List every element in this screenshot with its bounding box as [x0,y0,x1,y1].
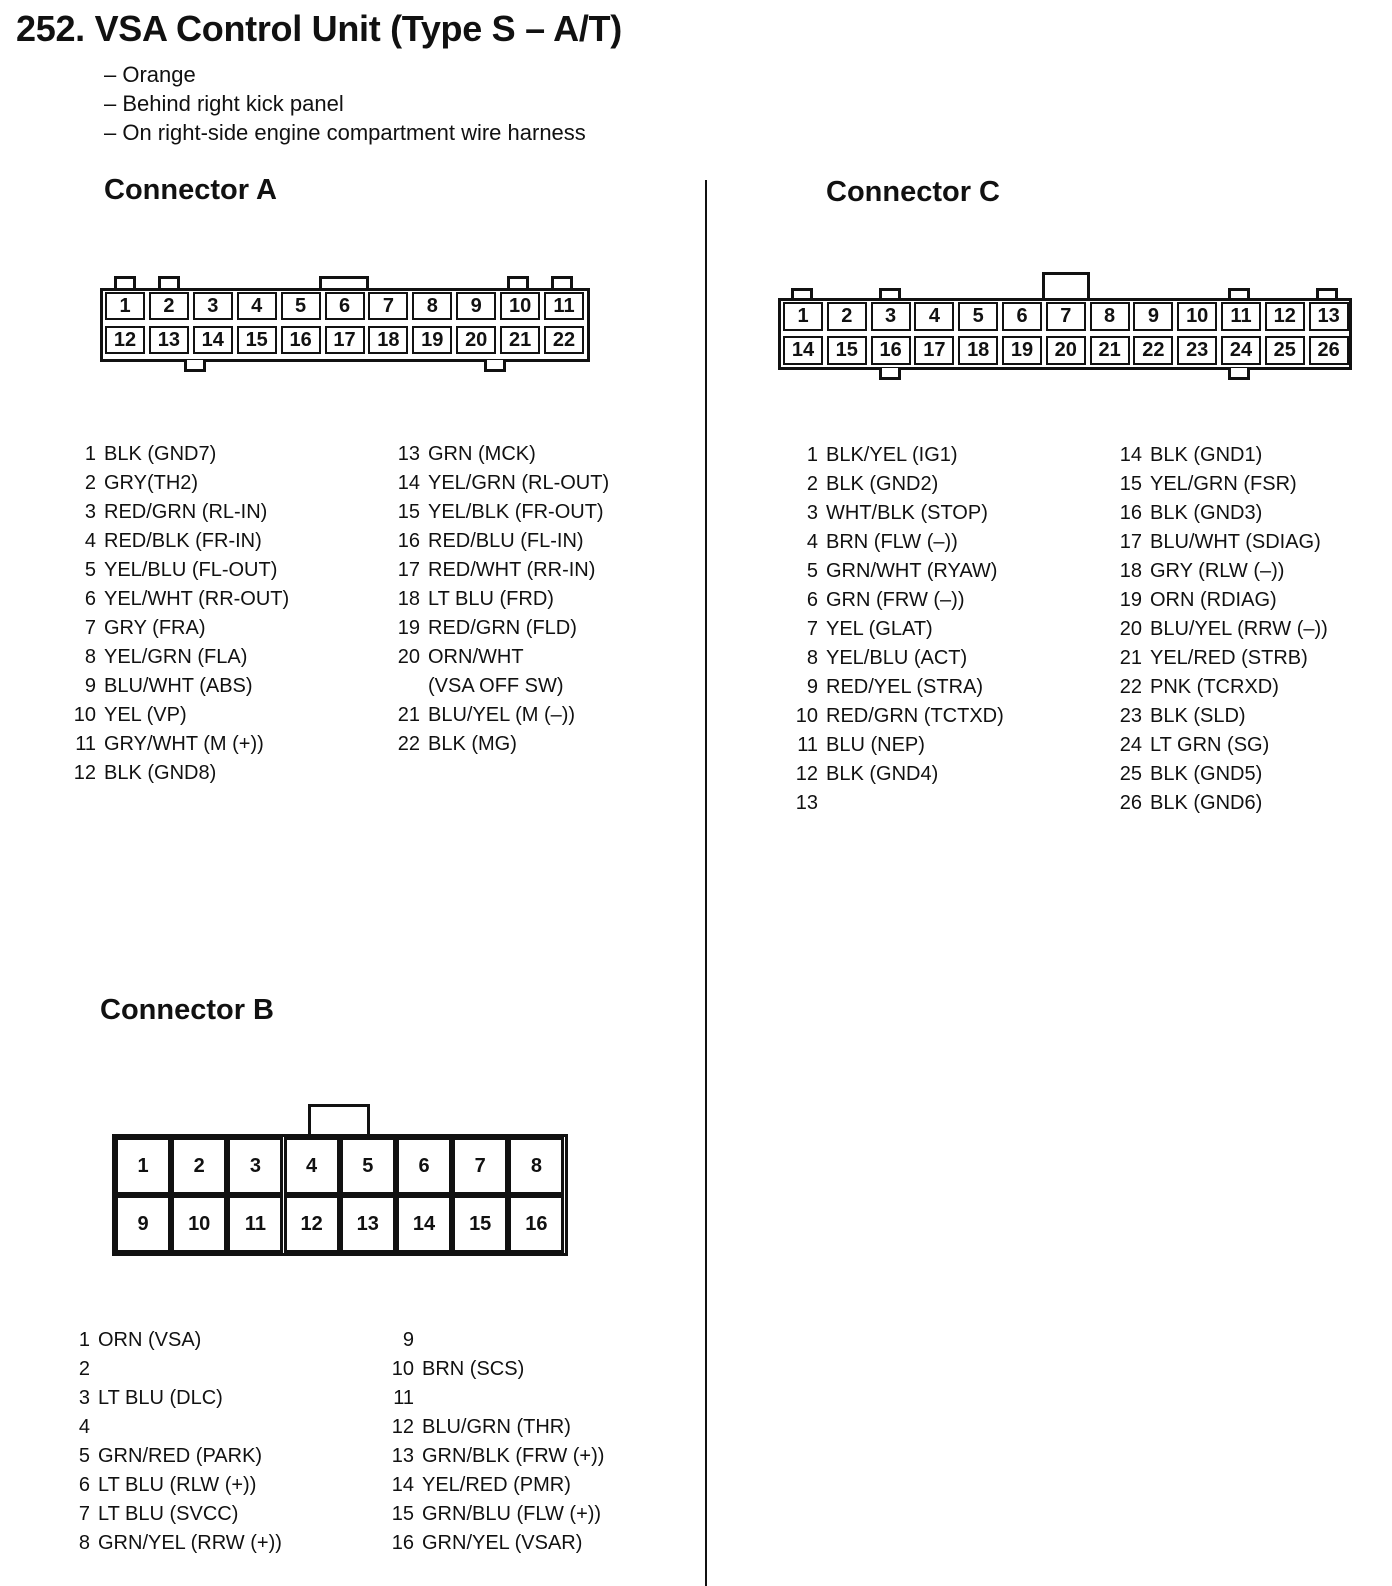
pin-number: 13 [795,792,818,814]
pin-number: 15 [391,1503,414,1525]
terminal-2: 2 [827,302,867,331]
pin-description: RED/BLU (FL-IN) [428,530,584,552]
terminal-2: 2 [171,1137,227,1195]
pin-description: PNK (TCRXD) [1150,676,1279,698]
pin-description: YEL/GRN (FSR) [1150,473,1297,495]
connector-c-key-right [1228,368,1250,380]
pin-description: GRN/BLU (FLW (+)) [422,1503,602,1525]
pin-row [1106,499,1328,528]
pin-row [62,469,289,498]
terminal-20: 20 [456,326,496,354]
connector-c-heading: Connector C [826,176,1000,208]
pin-row [62,440,289,469]
connector-b-pins-right [378,1326,604,1558]
pin-row [62,759,289,788]
connector-b-heading: Connector B [100,994,274,1026]
terminal-4: 4 [914,302,954,331]
pin-row [62,556,289,585]
pin-number: 15 [1119,473,1142,495]
pin-description: GRY (RLW (–)) [1150,560,1285,582]
terminal-22: 22 [544,326,584,354]
pin-number: 3 [806,502,818,524]
pin-number: 8 [806,647,818,669]
pin-row [384,498,609,527]
pin-row [784,557,1004,586]
pin-description: YEL/GRN (FLA) [104,646,248,668]
pin-number: 2 [806,473,818,495]
pin-row [784,760,1004,789]
terminal-3: 3 [227,1137,283,1195]
connector-b-lock-tab [308,1104,370,1138]
connector-b-pins-left [62,1326,282,1558]
pin-number: 1 [78,1329,90,1351]
pin-row [384,614,609,643]
pin-description: BLU/YEL (M (–)) [428,704,576,726]
pin-description: BRN (FLW (–)) [826,531,958,553]
pin-row [62,585,289,614]
terminal-1: 1 [105,292,145,320]
pin-number: 21 [397,704,420,726]
terminal-8: 8 [1090,302,1130,331]
pin-description: BLK (GND5) [1150,763,1263,785]
pin-number: 14 [397,472,420,494]
pin-row [378,1326,604,1355]
pin-number: 2 [78,1358,90,1380]
terminal-3: 3 [871,302,911,331]
pin-number: 18 [397,588,420,610]
pin-row [1106,441,1328,470]
terminal-14: 14 [783,336,823,365]
terminal-16: 16 [508,1195,564,1253]
pin-row [384,556,609,585]
terminal-11: 11 [227,1195,283,1253]
connector-a-pins-right [384,440,609,759]
pin-number: 13 [391,1445,414,1467]
pin-row [1106,644,1328,673]
pin-description: GRY (FRA) [104,617,206,639]
pin-row [62,730,289,759]
pin-description: GRN/BLK (FRW (+)) [422,1445,605,1467]
terminal-5: 5 [958,302,998,331]
terminal-9: 9 [1133,302,1173,331]
pin-row [62,1471,282,1500]
terminal-10: 10 [1177,302,1217,331]
pin-description: LT BLU (SVCC) [98,1503,239,1525]
connector-a-pins-left [62,440,289,788]
pin-description: GRN (MCK) [428,443,536,465]
pin-number: 4 [78,1416,90,1438]
pin-number: 16 [391,1532,414,1554]
pin-number: 21 [1119,647,1142,669]
pin-row [378,1442,604,1471]
pin-number: 5 [78,1445,90,1467]
terminal-2: 2 [149,292,189,320]
note-location: – Behind right kick panel [104,91,344,116]
pin-description: RED/YEL (STRA) [826,676,984,698]
pin-number: 18 [1119,560,1142,582]
terminal-7: 7 [368,292,408,320]
connector-a-key-left [184,360,206,372]
pin-number: 16 [1119,502,1142,524]
terminal-10: 10 [500,292,540,320]
pin-description: BLK (GND4) [826,763,939,785]
pin-row [1106,789,1328,818]
terminal-1: 1 [115,1137,171,1195]
pin-description: BLK (GND8) [104,762,217,784]
pin-number: 16 [397,530,420,552]
terminal-7: 7 [1046,302,1086,331]
terminal-10: 10 [171,1195,227,1253]
connector-c-key-left [879,368,901,380]
pin-row [384,701,609,730]
pin-description: BLK (GND1) [1150,444,1263,466]
pin-row [384,730,609,759]
pin-row [1106,470,1328,499]
pin-row [784,731,1004,760]
pin-number: 10 [73,704,96,726]
pin-row [784,615,1004,644]
terminal-1: 1 [783,302,823,331]
pin-row [1106,615,1328,644]
pin-number: 17 [1119,531,1142,553]
pin-row [784,586,1004,615]
pin-description: BLU/WHT (SDIAG) [1150,531,1321,553]
pin-description: YEL/RED (PMR) [422,1474,571,1496]
connector-b-diagram [112,1104,568,1256]
terminal-25: 25 [1265,336,1305,365]
pin-number: 9 [806,676,818,698]
pin-row [62,672,289,701]
pin-number: 2 [84,472,96,494]
pin-number: 12 [795,763,818,785]
pin-description: YEL (GLAT) [826,618,933,640]
terminal-23: 23 [1177,336,1217,365]
pin-row [62,1384,282,1413]
pin-description: GRN/WHT (RYAW) [826,560,998,582]
pin-row [384,585,609,614]
pin-description: YEL/GRN (RL-OUT) [428,472,610,494]
pin-number: 15 [397,501,420,523]
terminal-3: 3 [193,292,233,320]
pin-row [784,470,1004,499]
terminal-18: 18 [368,326,408,354]
pin-number: 8 [78,1532,90,1554]
pin-description: BLK (GND3) [1150,502,1263,524]
pin-row [784,789,1004,818]
pin-description: BLK (GND2) [826,473,939,495]
pin-row [378,1413,604,1442]
terminal-16: 16 [281,326,321,354]
pin-row [378,1500,604,1529]
pin-number: 7 [806,618,818,640]
pin-row [62,1413,282,1442]
pin-row [1106,557,1328,586]
note-color: – Orange [104,62,196,87]
terminal-19: 19 [1002,336,1042,365]
pin-number: 12 [73,762,96,784]
pin-description: GRY/WHT (M (+)) [104,733,264,755]
pin-number: 5 [84,559,96,581]
pin-row [378,1471,604,1500]
terminal-14: 14 [193,326,233,354]
terminal-17: 17 [325,326,365,354]
pin-description: WHT/BLK (STOP) [826,502,988,524]
pin-number: 12 [391,1416,414,1438]
terminal-6: 6 [396,1137,452,1195]
terminal-13: 13 [340,1195,396,1253]
pin-number: 22 [1119,676,1142,698]
note-harness: – On right-side engine compartment wire harness [104,120,586,145]
pin-row [62,701,289,730]
pin-row [1106,702,1328,731]
pin-number: 1 [806,444,818,466]
pin-number: 9 [402,1329,414,1351]
pin-description: BRN (SCS) [422,1358,525,1380]
pin-description: ORN (VSA) [98,1329,202,1351]
pin-row [1106,760,1328,789]
pin-row [1106,586,1328,615]
pin-description: BLK/YEL (IG1) [826,444,958,466]
pin-description: ORN (RDIAG) [1150,589,1277,611]
pin-description: YEL/RED (STRB) [1150,647,1308,669]
pin-description: YEL/WHT (RR-OUT) [104,588,290,610]
terminal-5: 5 [281,292,321,320]
terminal-7: 7 [452,1137,508,1195]
column-divider [705,180,707,1586]
page-title: 252. VSA Control Unit (Type S – A/T) [16,8,622,49]
pin-number: 8 [84,646,96,668]
pin-number: 4 [84,530,96,552]
pin-description: LT BLU (DLC) [98,1387,223,1409]
terminal-26: 26 [1309,336,1349,365]
terminal-11: 11 [1221,302,1261,331]
connector-a-diagram [100,276,590,372]
terminal-21: 21 [1090,336,1130,365]
location-notes [104,60,586,147]
pin-number: 6 [806,589,818,611]
pin-number: 10 [391,1358,414,1380]
terminal-12: 12 [284,1195,340,1253]
terminal-4: 4 [237,292,277,320]
terminal-5: 5 [340,1137,396,1195]
terminal-21: 21 [500,326,540,354]
pin-description: GRY(TH2) [104,472,199,494]
pin-number [384,672,428,701]
pin-description: GRN/YEL (RRW (+)) [98,1532,282,1554]
terminal-13: 13 [149,326,189,354]
pin-description: RED/GRN (RL-IN) [104,501,268,523]
pin-number: 6 [84,588,96,610]
terminal-19: 19 [412,326,452,354]
pin-number: 3 [84,501,96,523]
terminal-13: 13 [1309,302,1349,331]
pin-row [62,614,289,643]
pin-description: BLU/WHT (ABS) [104,675,253,697]
pin-number: 25 [1119,763,1142,785]
pin-number: 14 [391,1474,414,1496]
pin-description: BLK (SLD) [1150,705,1246,727]
terminal-4: 4 [284,1137,340,1195]
terminal-12: 12 [1265,302,1305,331]
terminal-20: 20 [1046,336,1086,365]
terminal-11: 11 [544,292,584,320]
pin-description: GRN (FRW (–)) [826,589,965,611]
pin-description: RED/GRN (FLD) [428,617,577,639]
pin-number: 1 [84,443,96,465]
pin-row [384,440,609,469]
pin-description: RED/WHT (RR-IN) [428,559,596,581]
pin-row [62,1355,282,1384]
pin-row [784,528,1004,557]
pin-description: YEL/BLU (FL-OUT) [104,559,278,581]
connector-c-diagram [778,272,1352,380]
pin-number: 7 [78,1503,90,1525]
pin-row [62,1500,282,1529]
pin-row [378,1384,604,1413]
pin-description: LT BLU (FRD) [428,588,554,610]
pin-number: 11 [75,733,96,755]
pin-number: 5 [806,560,818,582]
pin-row [1106,731,1328,760]
pin-row [384,469,609,498]
pin-row-continuation [384,672,609,701]
pin-row [784,441,1004,470]
pin-number: 4 [806,531,818,553]
pin-row [1106,673,1328,702]
connector-a-key-right [484,360,506,372]
pin-row [784,644,1004,673]
pin-row [62,1326,282,1355]
terminal-9: 9 [115,1195,171,1253]
terminal-6: 6 [325,292,365,320]
pin-description: YEL (VP) [104,704,187,726]
connector-a-heading: Connector A [104,174,277,206]
pin-number: 7 [84,617,96,639]
pin-row [784,702,1004,731]
pin-description: LT GRN (SG) [1150,734,1270,756]
pin-number: 6 [78,1474,90,1496]
pin-number: 11 [393,1387,414,1409]
connector-c-pins-left [784,441,1004,818]
pin-row [62,1529,282,1558]
terminal-8: 8 [412,292,452,320]
pin-number: 9 [84,675,96,697]
pin-description: (VSA OFF SW) [428,675,564,697]
pin-row [1106,528,1328,557]
terminal-17: 17 [914,336,954,365]
pin-row [378,1529,604,1558]
pin-number: 26 [1119,792,1142,814]
pin-row [784,673,1004,702]
terminal-12: 12 [105,326,145,354]
pin-description: GRN/YEL (VSAR) [422,1532,583,1554]
terminal-24: 24 [1221,336,1261,365]
pin-description: RED/GRN (TCTXD) [826,705,1004,727]
connector-c-pins-right [1106,441,1328,818]
pin-number: 20 [397,646,420,668]
pin-description: BLU/GRN (THR) [422,1416,571,1438]
pin-row [62,1442,282,1471]
pin-description: RED/BLK (FR-IN) [104,530,262,552]
terminal-14: 14 [396,1195,452,1253]
terminal-15: 15 [827,336,867,365]
terminal-16: 16 [871,336,911,365]
pin-description: ORN/WHT [428,646,524,668]
pin-number: 13 [397,443,420,465]
pin-number: 24 [1119,734,1142,756]
pin-description: BLU/YEL (RRW (–)) [1150,618,1328,640]
pin-description: GRN/RED (PARK) [98,1445,263,1467]
terminal-22: 22 [1133,336,1173,365]
pin-number: 14 [1119,444,1142,466]
pin-description: YEL/BLK (FR-OUT) [428,501,604,523]
terminal-15: 15 [237,326,277,354]
pin-number: 11 [797,734,818,756]
pin-row [384,527,609,556]
terminal-8: 8 [508,1137,564,1195]
terminal-15: 15 [452,1195,508,1253]
pin-number: 22 [397,733,420,755]
pin-description: LT BLU (RLW (+)) [98,1474,257,1496]
pin-number: 10 [795,705,818,727]
pin-number: 20 [1119,618,1142,640]
pin-description: BLK (MG) [428,733,517,755]
pin-row [62,498,289,527]
pin-number: 17 [397,559,420,581]
pin-row [62,643,289,672]
pin-description: BLK (GND6) [1150,792,1263,814]
pin-number: 23 [1119,705,1142,727]
pin-row [62,527,289,556]
pin-number: 3 [78,1387,90,1409]
pin-description: BLK (GND7) [104,443,217,465]
terminal-6: 6 [1002,302,1042,331]
pin-description: YEL/BLU (ACT) [826,647,968,669]
pin-number: 19 [1119,589,1142,611]
pin-description: BLU (NEP) [826,734,925,756]
pin-row [784,499,1004,528]
pin-row [384,643,609,672]
pin-row [378,1355,604,1384]
terminal-18: 18 [958,336,998,365]
pin-number: 19 [397,617,420,639]
terminal-9: 9 [456,292,496,320]
